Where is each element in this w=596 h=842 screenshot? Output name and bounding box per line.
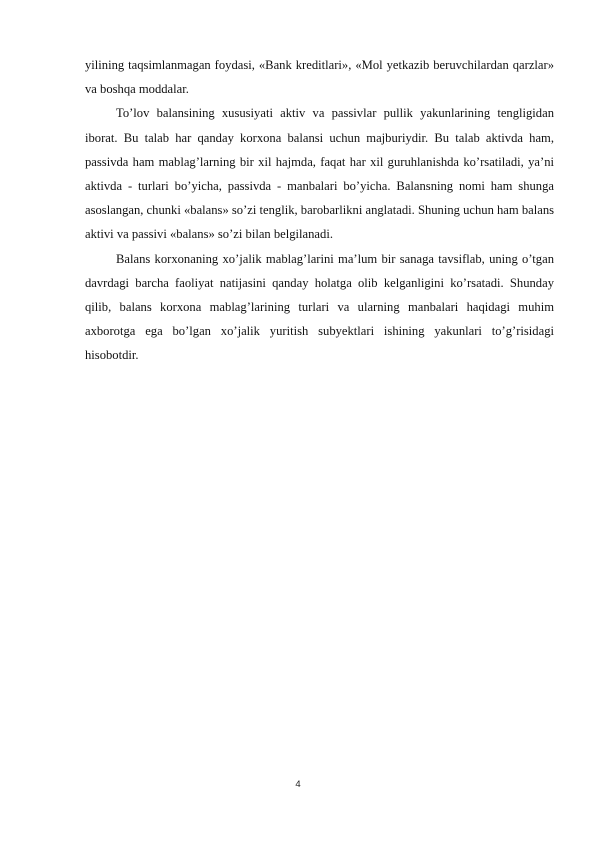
- paragraph-3: Balans korxonaning xo’jalik mablag’larini ma’lum bir sanaga tavsiflab, uning o’tgan davrdagi barcha faoliyat natijasini qanday holatga olib kelganligini ko’rsatadi. Shunday qilib, balans korxona mablag’larining turlari va ularning manbalari haqidagi muhim axborotga ega bo’lgan xo’jalik yuritish subyektlari ishining yakunlari to’g’risidagi hisobotdir.: [85, 251, 554, 363]
- paragraph-1: yilining taqsimlanmagan foydasi, «Bank kreditlari», «Mol yetkazib beruvchilardan qarzlar» va boshqa moddalar.: [85, 58, 554, 97]
- paragraph-2: To’lov balansining xususiyati aktiv va passivlar pullik yakunlarining tengligidan iborat. Bu talab har qanday korxona balansi uchun majburiydir. Bu talab aktivda ham, passivda ham mablag’larning bir xil hajmda, faqat har xil guruhlanishda ko’rsatiladi, ya’ni aktivda - turlari bo’yicha, passivda - manbalari bo’yicha. Balansning nomi ham shunga asoslangan, chunki «balans» so’zi tenglik, barobarlikni anglatadi. Shuning uchun ham balans aktivi va passivi «balans» so’zi bilan belgilanadi.: [85, 106, 555, 242]
- page-number: 4: [295, 779, 301, 790]
- document-body: [85, 53, 554, 368]
